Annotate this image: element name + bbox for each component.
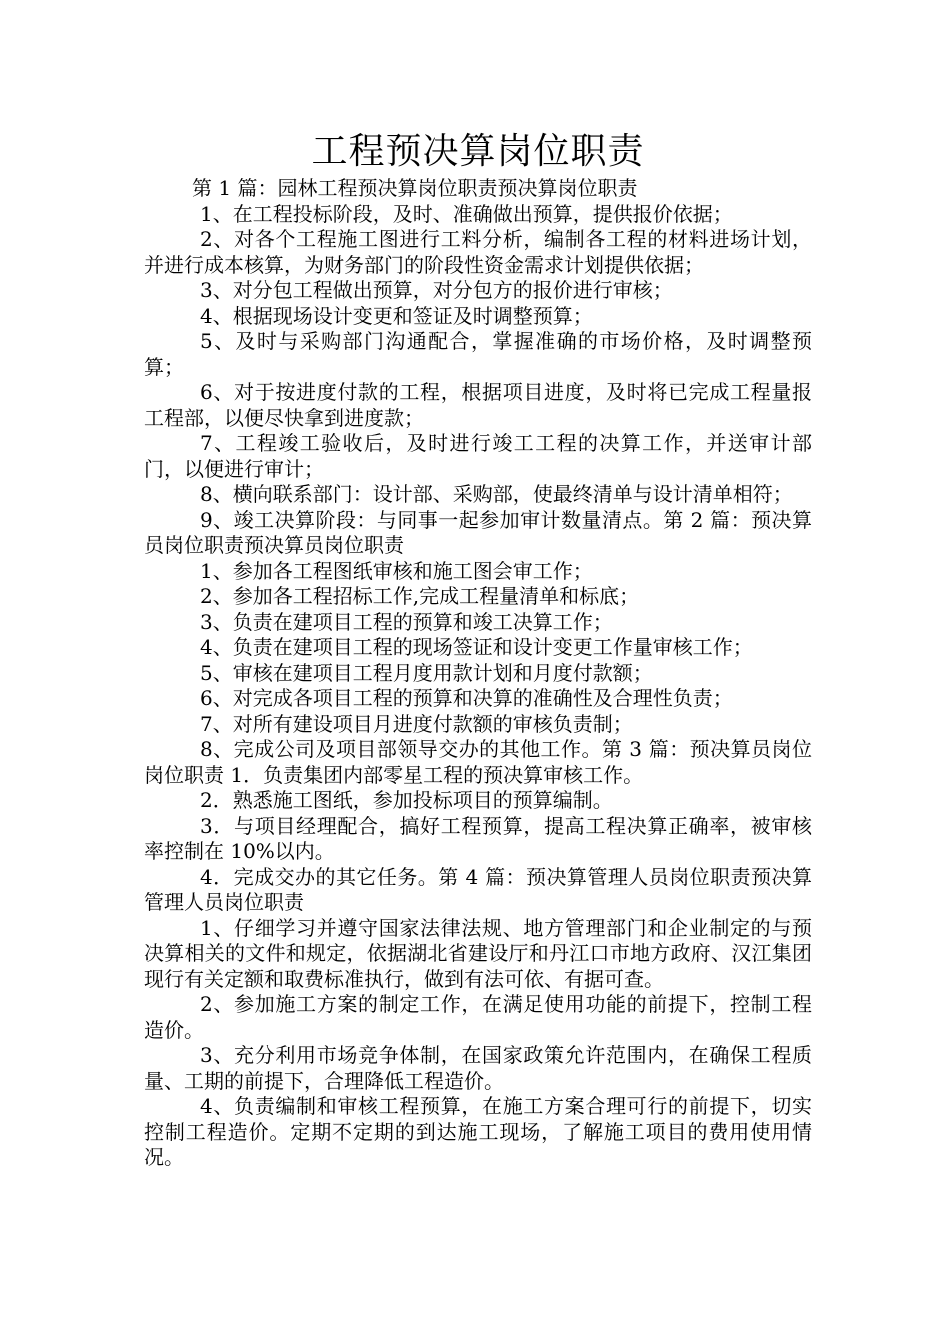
- paragraph: 3、对分包工程做出预算，对分包方的报价进行审核；: [200, 278, 673, 302]
- paragraph: 2、参加施工方案的制定工作，在满足使用功能的前提下，控制工程造价。: [144, 992, 812, 1042]
- paragraph: 2、参加各工程招标工作,完成工程量清单和标底；: [200, 584, 640, 608]
- paragraph: 5、及时与采购部门沟通配合，掌握准确的市场价格，及时调整预算；: [144, 329, 812, 379]
- paragraph: 3、充分利用市场竞争体制，在国家政策允许范围内，在确保工程质量、工期的前提下，合理降低工程造价。: [144, 1043, 812, 1093]
- document-title: 工程预决算岗位职责: [311, 131, 645, 172]
- paragraph: 6、对于按进度付款的工程，根据项目进度，及时将已完成工程量报工程部，以便尽快拿到进度款；: [144, 380, 812, 430]
- paragraph: 4．完成交办的其它任务。第 4 篇：预决算管理人员岗位职责预决算管理人员岗位职责: [144, 864, 812, 914]
- document-body: [144, 176, 812, 1171]
- paragraph: 4、负责编制和审核工程预算，在施工方案合理可行的前提下，切实控制工程造价。定期不定期的到达施工现场，了解施工项目的费用使用情况。: [144, 1094, 812, 1169]
- paragraph: 2、对各个工程施工图进行工料分析，编制各工程的材料进场计划，并进行成本核算，为财务部门的阶段性资金需求计划提供依据；: [144, 227, 812, 277]
- paragraph: 7、对所有建设项目月进度付款额的审核负责制；: [200, 711, 633, 736]
- paragraph: 7、工程竣工验收后，及时进行竣工工程的决算工作，并送审计部门，以便进行审计；: [144, 431, 812, 481]
- paragraph: 4、负责在建项目工程的现场签证和设计变更工作量审核工作；: [200, 635, 753, 659]
- paragraph: 8、横向联系部门：设计部、采购部，使最终清单与设计清单相符；: [200, 482, 793, 506]
- paragraph: 2．熟悉施工图纸，参加投标项目的预算编制。: [200, 788, 613, 812]
- paragraph: 5、审核在建项目工程月度用款计划和月度付款额；: [200, 660, 653, 685]
- paragraph: 9、竣工决算阶段：与同事一起参加审计数量清点。第 2 篇：预决算员岗位职责预决算员岗位职责: [144, 507, 812, 557]
- paragraph: 3．与项目经理配合，搞好工程预算，提高工程决算正确率，被审核率控制在 10%以内。: [144, 813, 812, 863]
- paragraph: 3、负责在建项目工程的预算和竣工决算工作；: [200, 609, 613, 634]
- paragraph: 6、对完成各项目工程的预算和决算的准确性及合理性负责；: [200, 686, 733, 710]
- paragraph: 8、完成公司及项目部领导交办的其他工作。第 3 篇：预决算员岗位岗位职责 1．负责集团内部零星工程的预决算审核工作。: [144, 737, 812, 787]
- paragraph: 第 1 篇：园林工程预决算岗位职责预决算岗位职责: [192, 176, 638, 200]
- paragraph: 1、参加各工程图纸审核和施工图会审工作；: [200, 558, 593, 583]
- document-page: [144, 128, 812, 1171]
- paragraph: 4、根据现场设计变更和签证及时调整预算；: [200, 303, 593, 328]
- paragraph: 1、在工程投标阶段，及时、准确做出预算，提供报价依据；: [200, 201, 733, 226]
- paragraph: 1、仔细学习并遵守国家法律法规、地方管理部门和企业制定的与预决算相关的文件和规定，依据湖北省建设厅和丹江口市地方政府、汉江集团现行有关定额和取费标准执行，做到有法可依、有据可查。: [144, 915, 812, 991]
